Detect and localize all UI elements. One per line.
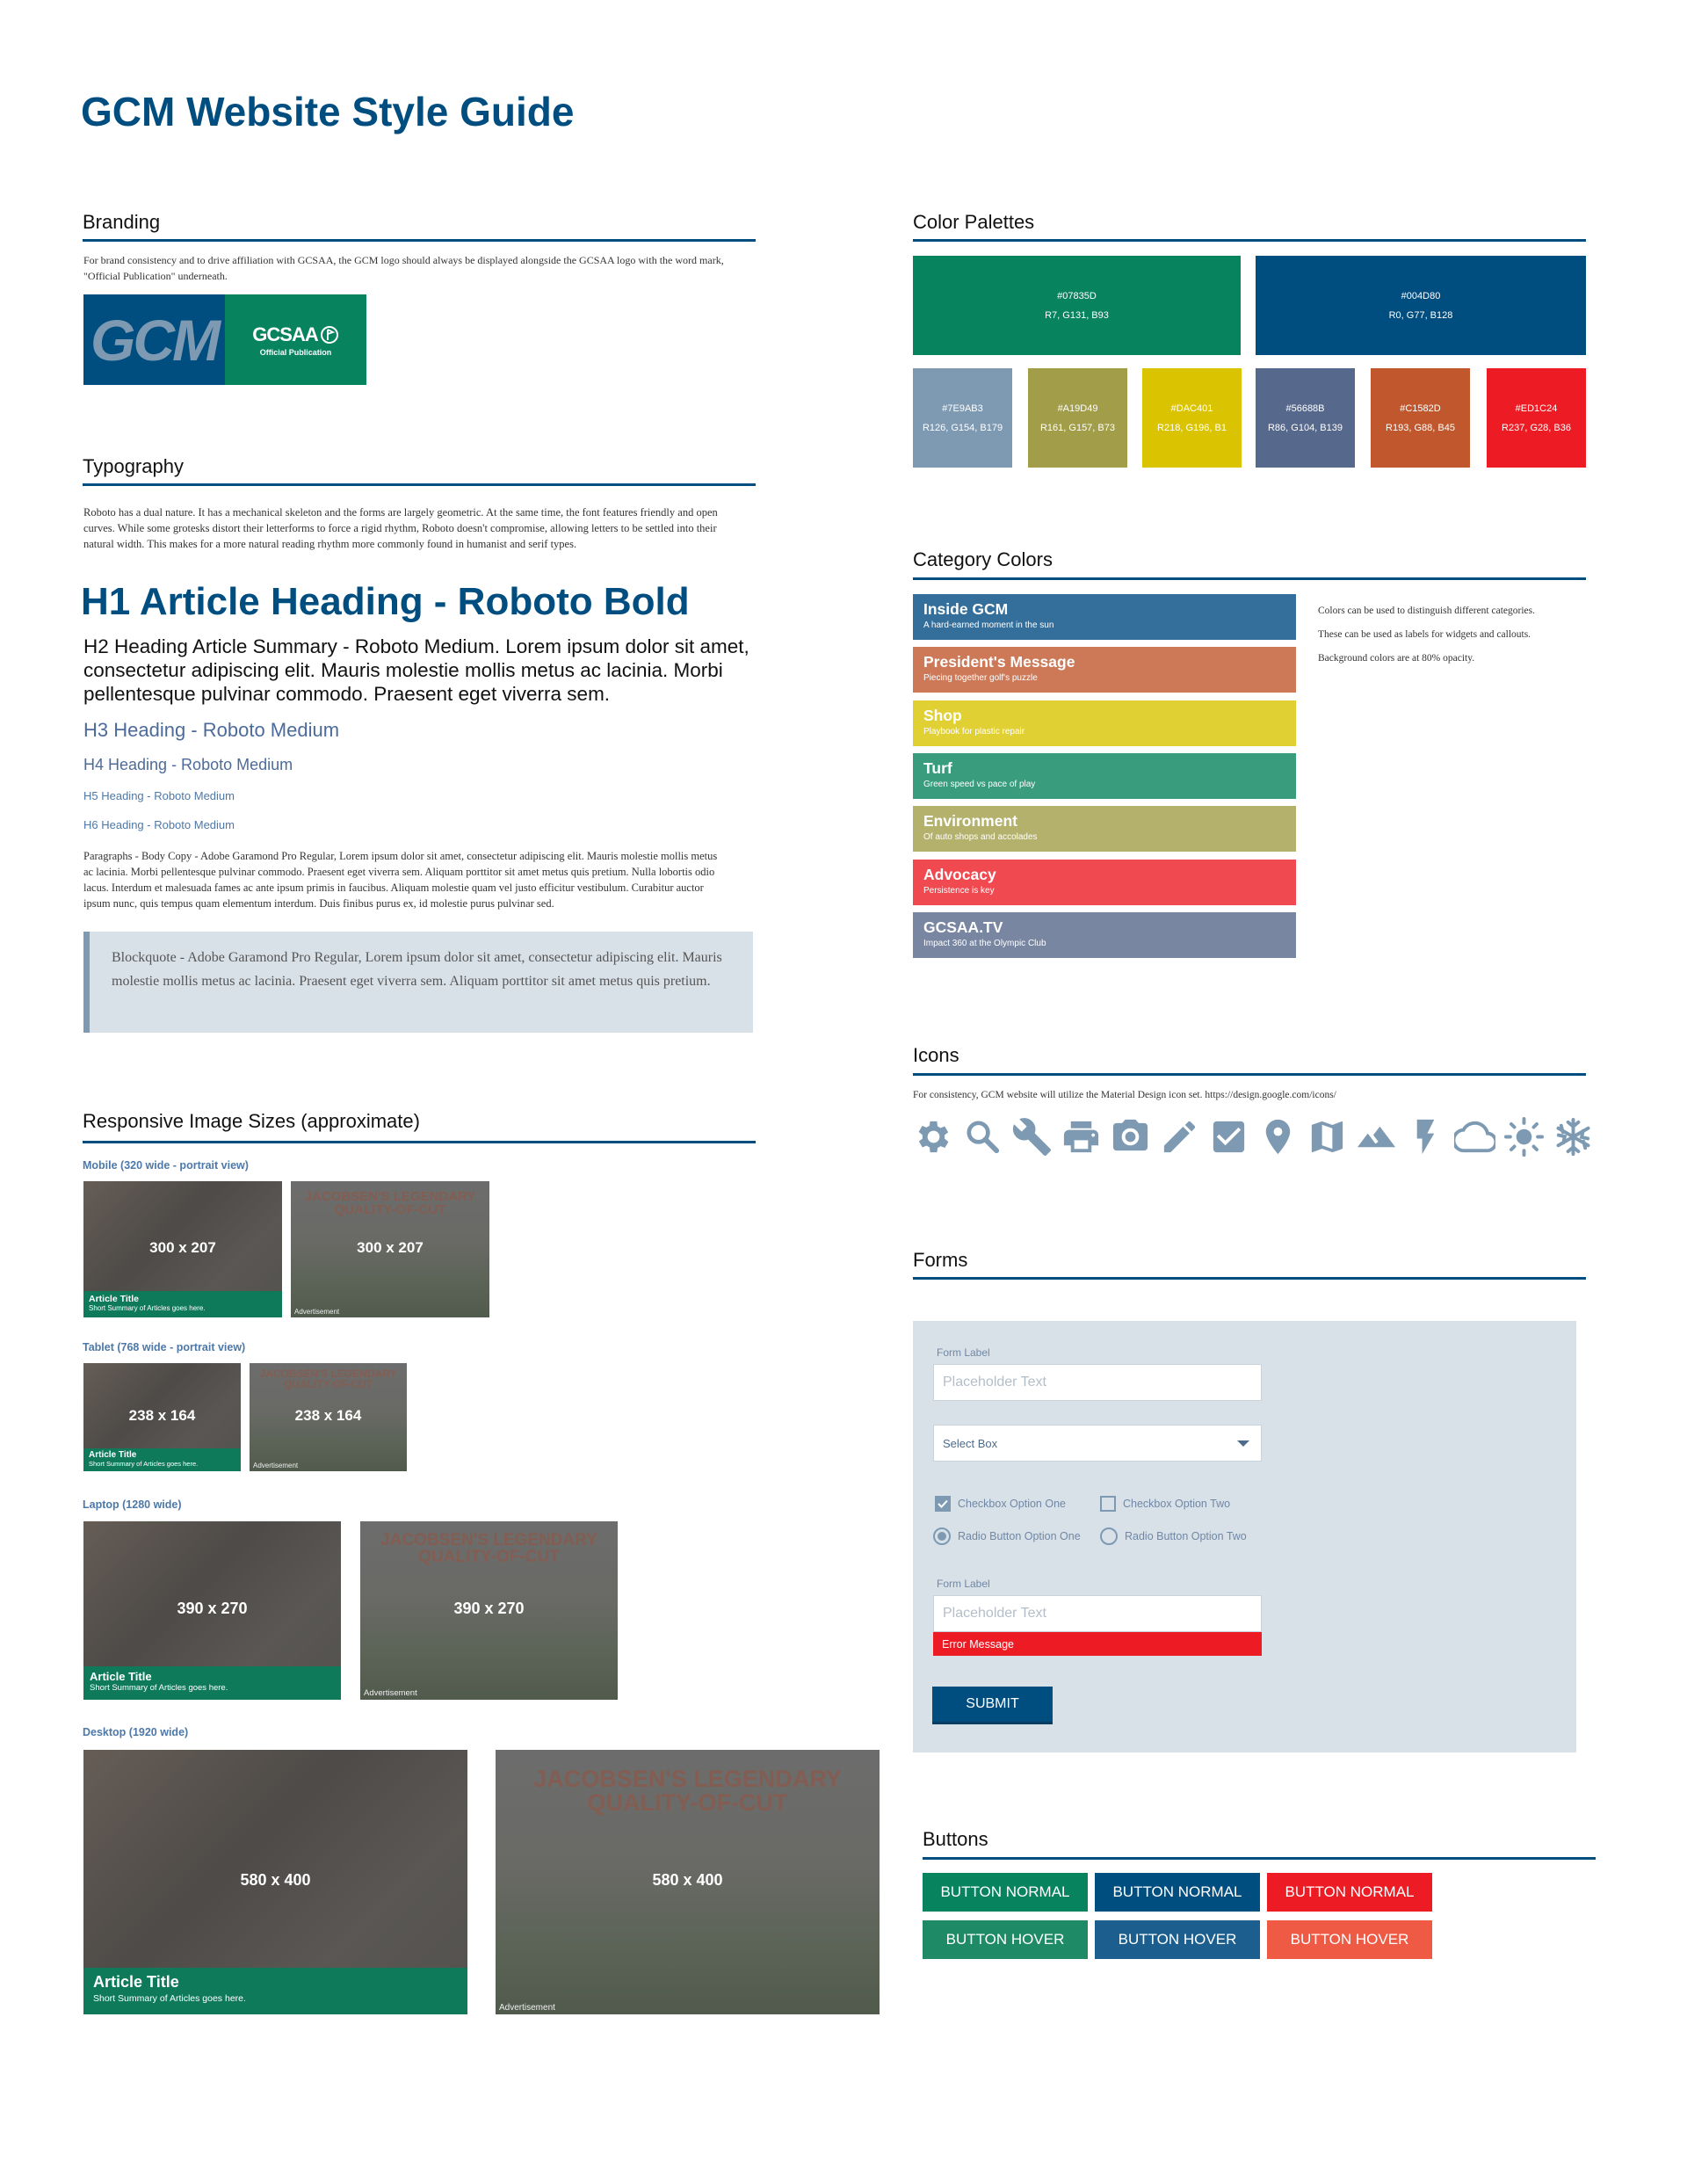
category-subtitle: Green speed vs pace of play	[923, 779, 1036, 789]
typography-rule	[83, 483, 756, 486]
color-swatch	[1487, 368, 1586, 468]
article-title: Article Title	[89, 1294, 139, 1304]
category-label[interactable]	[913, 700, 1296, 746]
h2-sample: H2 Heading Article Summary - Roboto Medium. Lorem ipsum dolor sit amet, consectetur adipiscing elit. Mauris molestie mollis metus ac lacinia. Morbi pellentesque pulvinar commodo. Praesent eget viverra sem.	[83, 635, 749, 705]
swatch-rgb: R218, G196, B1	[1157, 422, 1227, 433]
ad-image-desktop[interactable]	[496, 1750, 880, 2014]
palettes-heading: Color Palettes	[913, 211, 1035, 233]
blockquote-sample: Blockquote - Adobe Garamond Pro Regular, Lorem ipsum dolor sit amet, consectetur adipiscing elit. Mauris molestie mollis metus ac lacinia. Praesent eget viverra sem. Aliquam porttitor sit amet metus quis pretium.	[83, 932, 753, 1033]
image-size-label: 580 x 400	[652, 1871, 723, 1889]
error-message: Error Message	[933, 1632, 1262, 1656]
swatch-hex: #C1582D	[1400, 403, 1441, 414]
article-summary: Short Summary of Articles goes here.	[89, 1460, 199, 1468]
swatch-hex: #7E9AB3	[942, 403, 983, 414]
laptop-label: Laptop (1280 wide)	[83, 1498, 182, 1511]
category-name: Advocacy	[923, 865, 996, 883]
ad-image-mobile[interactable]	[291, 1181, 489, 1317]
radio-option-one[interactable]	[933, 1527, 1081, 1545]
category-subtitle: A hard-earned moment in the sun	[923, 620, 1054, 630]
gcm-gcsaa-logo	[83, 294, 366, 385]
button-hover-blue[interactable]: BUTTON HOVER	[1095, 1920, 1260, 1959]
swatch-rgb: R161, G157, B73	[1039, 422, 1115, 433]
category-name: Environment	[923, 812, 1017, 831]
color-swatch	[1028, 368, 1127, 468]
article-image-desktop[interactable]	[83, 1750, 467, 2014]
body-copy-sample: Paragraphs - Body Copy - Adobe Garamond Pro Regular, Lorem ipsum dolor sit amet, consectetur adipiscing elit. Mauris molestie mollis metus ac lacinia. Morbi pellentesque pulvinar commodo. Praesent eget viverra sem. Aliquam porttitor sit amet metus quis pretium. Nulla lobortis odio lacus. Interdum et malesuada fames ac ante ipsum primis in faucibus. Aliquam molestie quam vel justo efficitur vestibulum. Curabitur auctor ipsum nunc, quis tempus quam elementum interdum. Duis finibus purus ex, id molestie purus pulvinar sed.	[83, 850, 718, 910]
gcsaa-flag-icon	[320, 325, 339, 345]
select-box[interactable]	[933, 1425, 1262, 1462]
flash-icon	[1405, 1116, 1446, 1157]
category-label[interactable]	[913, 594, 1296, 640]
branding-rule	[83, 239, 756, 242]
search-icon	[962, 1116, 1003, 1157]
ad-headline: JACOBSEN'S LEGENDARY QUALITY-OF-CUT	[259, 1368, 397, 1390]
image-size-label: 300 x 207	[149, 1239, 216, 1256]
h3-sample: H3 Heading - Roboto Medium	[83, 719, 340, 741]
swatch-rgb: R126, G154, B179	[922, 422, 1003, 433]
swatch-rgb: R237, G28, B36	[1502, 422, 1571, 433]
color-swatch	[913, 368, 1012, 468]
form-label: Form Label	[937, 1578, 990, 1590]
radio-unselected[interactable]	[1100, 1527, 1118, 1545]
icon-row	[913, 1116, 1594, 1157]
advertisement-label: Advertisement	[499, 2003, 555, 2013]
categories-rule	[913, 577, 1586, 580]
category-name: Shop	[923, 706, 962, 724]
checkbox-option-one-label: Checkbox Option One	[958, 1498, 1066, 1510]
submit-button[interactable]: SUBMIT	[932, 1687, 1053, 1724]
advertisement-label: Advertisement	[294, 1308, 340, 1316]
images-rule	[83, 1141, 756, 1143]
category-note-3: Background colors are at 80% opacity.	[1318, 653, 1475, 664]
ad-image-tablet[interactable]	[250, 1363, 407, 1471]
swatch-hex: #07835D	[1057, 290, 1097, 301]
select-box-value: Select Box	[943, 1436, 998, 1450]
gear-icon	[913, 1116, 954, 1157]
gcsaa-logo-text: GCSAA	[252, 323, 318, 345]
place-icon	[1257, 1116, 1299, 1157]
article-caption	[83, 1968, 467, 2014]
article-caption	[83, 1666, 341, 1700]
category-label[interactable]	[913, 753, 1296, 799]
color-swatch	[1371, 368, 1470, 468]
swatch-rgb: R0, G77, B128	[1388, 309, 1453, 321]
h1-sample: H1 Article Heading - Roboto Bold	[81, 580, 690, 623]
radio-option-two-label: Radio Button Option Two	[1125, 1530, 1247, 1542]
category-name: GCSAA.TV	[923, 918, 1003, 936]
form-label: Form Label	[937, 1346, 990, 1359]
swatch-hex: #A19D49	[1057, 403, 1098, 414]
print-icon	[1061, 1116, 1102, 1157]
buttons-rule	[923, 1857, 1596, 1860]
image-size-label: 390 x 270	[453, 1600, 525, 1617]
ad-headline: JACOBSEN'S LEGENDARY QUALITY-OF-CUT	[380, 1531, 597, 1566]
advertisement-label: Advertisement	[364, 1688, 417, 1698]
checkbox-option-two[interactable]	[1100, 1496, 1230, 1512]
forms-rule	[913, 1277, 1586, 1280]
forms-heading: Forms	[913, 1249, 968, 1271]
color-swatch	[913, 256, 1241, 355]
pencil-icon	[1159, 1116, 1200, 1157]
article-summary: Short Summary of Articles goes here.	[93, 1993, 246, 2004]
categories-heading: Category Colors	[913, 548, 1053, 570]
desktop-label: Desktop (1920 wide)	[83, 1726, 189, 1738]
color-swatch	[1256, 256, 1586, 355]
palettes-rule	[913, 239, 1586, 242]
checkbox-checked[interactable]	[935, 1496, 951, 1512]
advertisement-label: Advertisement	[253, 1462, 299, 1469]
form-panel	[913, 1321, 1576, 1752]
category-label[interactable]	[913, 647, 1296, 693]
images-heading: Responsive Image Sizes (approximate)	[83, 1110, 420, 1132]
icons-note: For consistency, GCM website will utilize the Material Design icon set. https://design.google.com/icons/	[913, 1090, 1336, 1100]
category-subtitle: Piecing together golf's puzzle	[923, 673, 1038, 684]
checkbox-unchecked[interactable]	[1100, 1496, 1116, 1512]
swatch-rgb: R86, G104, B139	[1267, 422, 1343, 433]
swatch-hex: #56688B	[1285, 403, 1325, 414]
h6-sample: H6 Heading - Roboto Medium	[83, 818, 235, 831]
text-input[interactable]: Placeholder Text	[933, 1364, 1262, 1401]
snowflake-icon	[1553, 1116, 1594, 1157]
radio-selected[interactable]	[933, 1527, 951, 1545]
gcm-logo	[83, 294, 225, 385]
check-icon	[937, 1498, 949, 1510]
category-name: Inside GCM	[923, 600, 1009, 618]
article-summary: Short Summary of Articles goes here.	[90, 1683, 228, 1693]
chevron-down-icon	[1236, 1440, 1250, 1448]
image-size-label: 238 x 164	[128, 1407, 196, 1424]
page-title: GCM Website Style Guide	[81, 89, 575, 134]
text-input-error[interactable]: Placeholder Text	[933, 1595, 1262, 1632]
cloud-icon	[1454, 1116, 1495, 1157]
gcm-logo-text: GCM	[91, 307, 218, 373]
typography-heading: Typography	[83, 455, 184, 477]
category-label[interactable]	[913, 860, 1296, 905]
category-label[interactable]	[913, 806, 1296, 852]
category-name: President's Message	[923, 653, 1075, 671]
image-size-label: 390 x 270	[177, 1600, 248, 1617]
article-title: Article Title	[90, 1670, 152, 1683]
ad-headline: JACOBSEN'S LEGENDARY QUALITY-OF-CUT	[304, 1189, 476, 1217]
branding-heading: Branding	[83, 211, 161, 233]
category-note-2: These can be used as labels for widgets and callouts.	[1318, 629, 1531, 640]
checkbox-option-two-label: Checkbox Option Two	[1123, 1498, 1231, 1510]
article-title: Article Title	[89, 1450, 137, 1460]
category-subtitle: Persistence is key	[923, 885, 995, 896]
image-size-label: 300 x 207	[357, 1239, 424, 1256]
radio-option-two[interactable]	[1100, 1527, 1247, 1545]
official-publication-text: Official Publication	[259, 347, 332, 357]
image-size-label: 238 x 164	[294, 1407, 362, 1424]
branding-text: For brand consistency and to drive affiliation with GCSAA, the GCM logo should always be displayed alongside the GCSAA logo with the word mark, "Official Publication" underneath.	[83, 254, 724, 282]
sun-icon	[1503, 1116, 1545, 1157]
terrain-icon	[1356, 1116, 1397, 1157]
gcsaa-logo	[225, 294, 366, 385]
swatch-hex: #004D80	[1401, 290, 1441, 301]
ad-headline: JACOBSEN'S LEGENDARY QUALITY-OF-CUT	[533, 1766, 842, 1816]
swatch-rgb: R193, G88, B45	[1386, 422, 1455, 433]
button-hover-green[interactable]: BUTTON HOVER	[923, 1920, 1088, 1959]
button-normal-blue[interactable]: BUTTON NORMAL	[1095, 1873, 1260, 1912]
button-hover-red[interactable]: BUTTON HOVER	[1267, 1920, 1432, 1959]
article-caption	[83, 1291, 282, 1317]
article-caption	[83, 1448, 241, 1471]
radio-option-one-label: Radio Button Option One	[958, 1530, 1081, 1542]
image-size-label: 580 x 400	[240, 1871, 311, 1889]
article-image-mobile[interactable]	[83, 1181, 282, 1317]
h4-sample: H4 Heading - Roboto Medium	[83, 756, 293, 773]
category-label[interactable]	[913, 912, 1296, 958]
category-subtitle: Of auto shops and accolades	[923, 832, 1038, 843]
buttons-heading: Buttons	[923, 1828, 988, 1850]
check-box-icon	[1208, 1116, 1249, 1157]
tablet-label: Tablet (768 wide - portrait view)	[83, 1341, 246, 1353]
wrench-icon	[1011, 1116, 1053, 1157]
article-image-laptop[interactable]	[83, 1521, 341, 1700]
mobile-label: Mobile (320 wide - portrait view)	[83, 1159, 249, 1172]
swatch-rgb: R7, G131, B93	[1045, 309, 1109, 321]
camera-icon	[1110, 1116, 1151, 1157]
swatch-hex: #DAC401	[1170, 403, 1213, 414]
ad-image-laptop[interactable]	[360, 1521, 618, 1700]
icons-heading: Icons	[913, 1044, 959, 1066]
color-swatch	[1142, 368, 1242, 468]
article-summary: Short Summary of Articles goes here.	[89, 1304, 206, 1312]
color-swatch	[1256, 368, 1355, 468]
article-title: Article Title	[93, 1973, 179, 1991]
category-note	[1318, 599, 1582, 671]
swatch-hex: #ED1C24	[1515, 403, 1558, 414]
checkbox-option-one[interactable]	[935, 1496, 1066, 1512]
button-normal-red[interactable]: BUTTON NORMAL	[1267, 1873, 1432, 1912]
typography-intro: Roboto has a dual nature. It has a mechanical skeleton and the forms are largely geometric. At the same time, the font features friendly and open curves. While some grotesks distort their letterforms to force a rigid rhythm, Roboto doesn't compromise, allowing letters to be settled into their natural width. This makes for a more natural reading rhythm more commonly found in humanist and serif types.	[83, 506, 718, 550]
category-subtitle: Playbook for plastic repair	[923, 726, 1025, 736]
button-normal-green[interactable]: BUTTON NORMAL	[923, 1873, 1088, 1912]
article-image-tablet[interactable]	[83, 1363, 241, 1471]
icons-rule	[913, 1073, 1586, 1076]
category-note-1: Colors can be used to distinguish different categories.	[1318, 606, 1535, 616]
category-name: Turf	[923, 758, 952, 777]
category-subtitle: Impact 360 at the Olympic Club	[923, 938, 1046, 948]
map-icon	[1307, 1116, 1348, 1157]
h5-sample: H5 Heading - Roboto Medium	[83, 789, 235, 802]
